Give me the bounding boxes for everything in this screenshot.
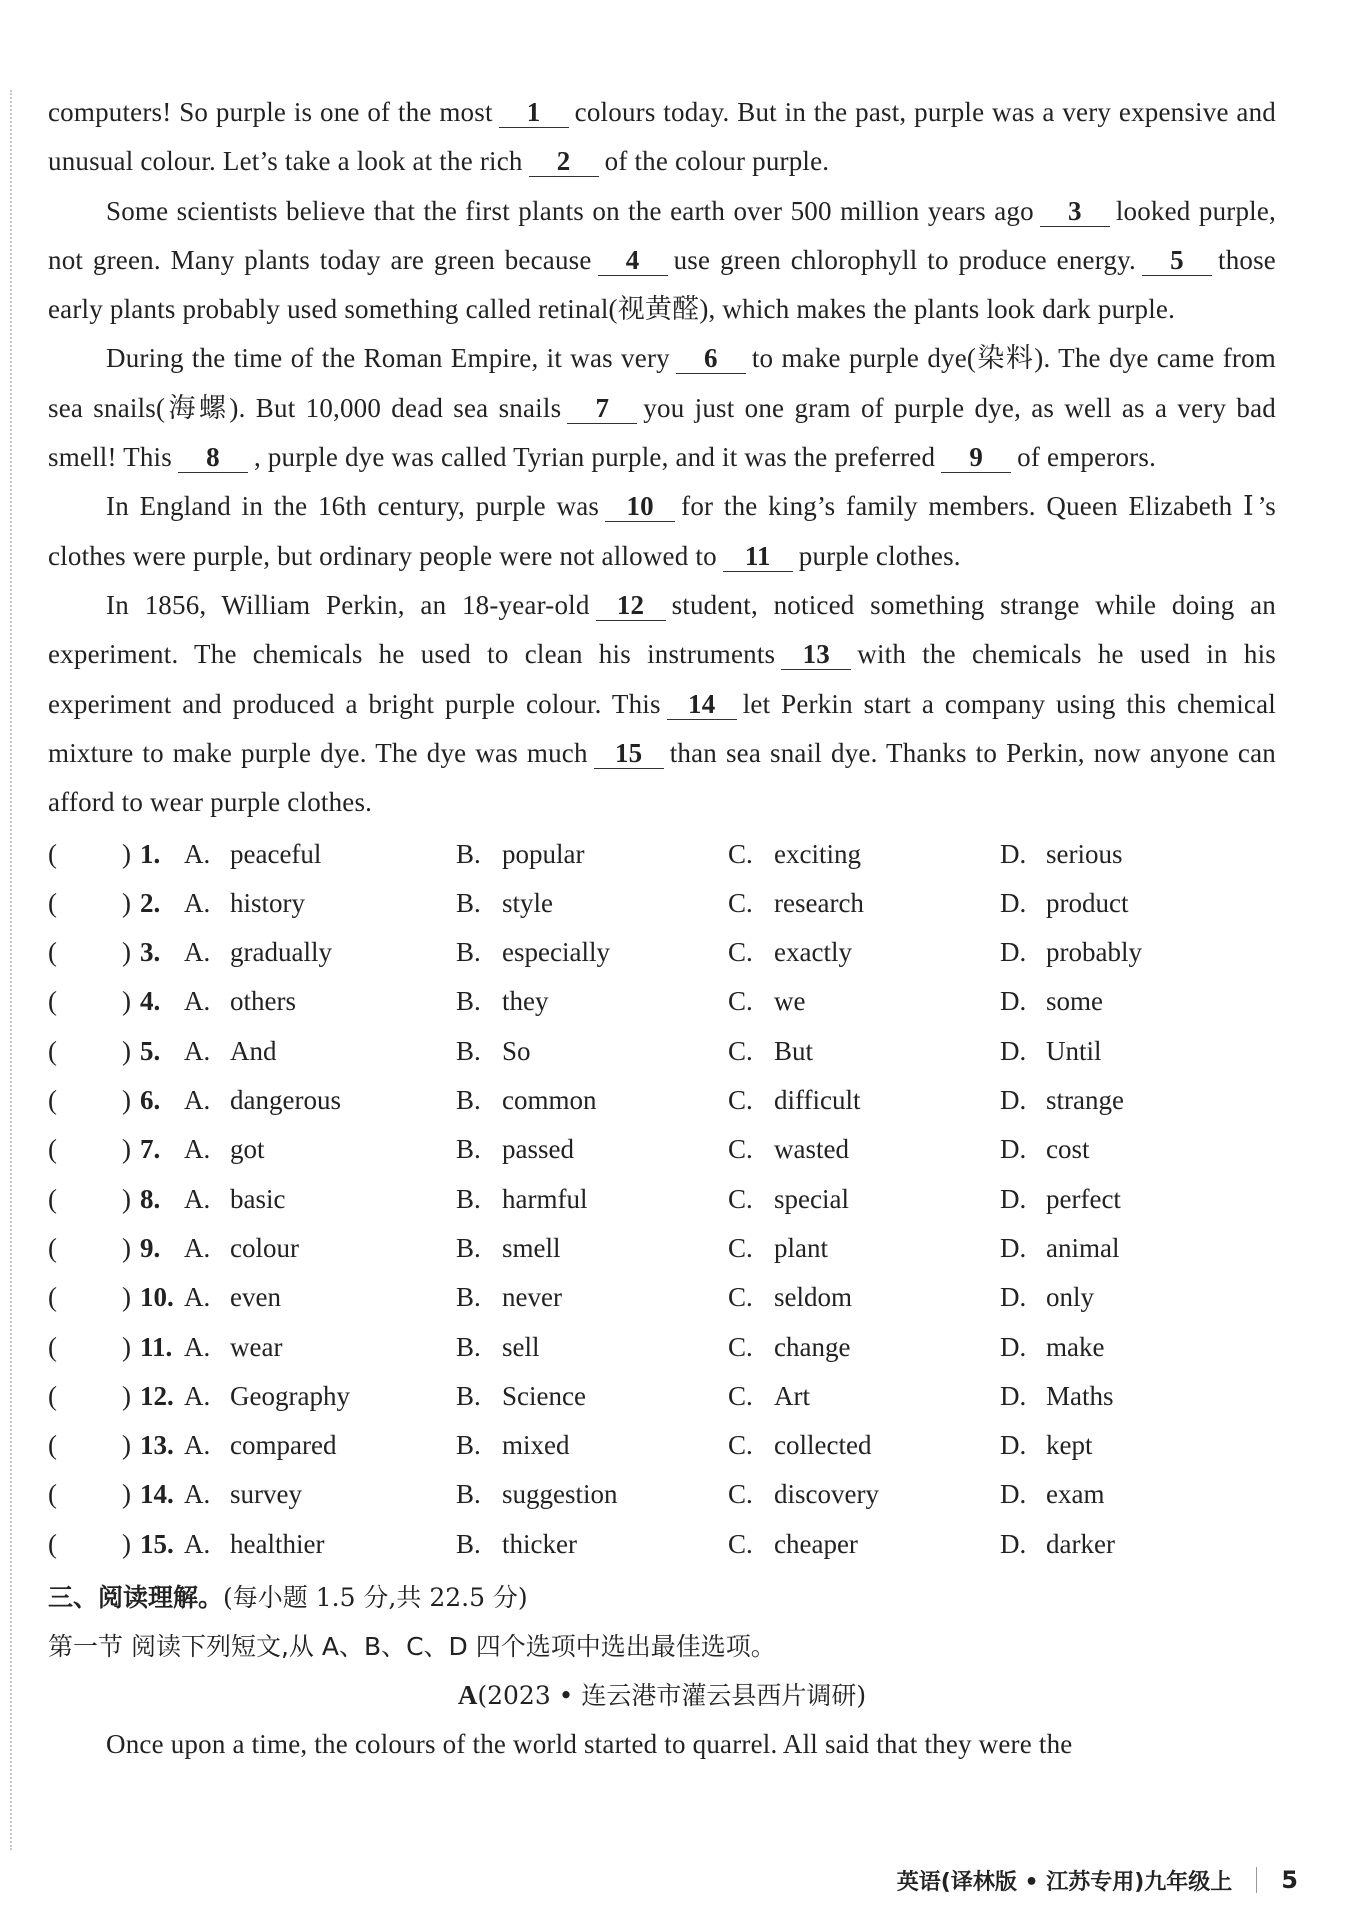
option-text-c: seldom [774, 1282, 852, 1313]
option-b[interactable] [456, 1282, 728, 1313]
passage-paragraph-1 [48, 88, 1276, 187]
blank-11: 11 [723, 541, 793, 572]
option-d[interactable] [1000, 1479, 1260, 1510]
option-c[interactable] [728, 1479, 1000, 1510]
option-c[interactable] [728, 1529, 1000, 1560]
option-text-c: difficult [774, 1085, 861, 1116]
answer-paren-open: ( [48, 1479, 57, 1510]
answer-paren-close: ) [122, 1282, 131, 1313]
option-letter-a: A. [184, 887, 211, 918]
option-letter-d: D. [1000, 1134, 1027, 1165]
footer-divider [1256, 1867, 1257, 1893]
question-row [48, 1125, 1276, 1174]
option-d[interactable] [1000, 986, 1260, 1017]
question-number: 6. [140, 1085, 161, 1116]
option-c[interactable] [728, 888, 1000, 919]
question-number: 10. [140, 1282, 174, 1313]
passage-first-line: Once upon a time, the colours of the world started to quarrel. All said that they were the [106, 1728, 1073, 1759]
option-letter-b: B. [456, 1380, 481, 1411]
option-text-b: passed [502, 1134, 574, 1165]
option-text-a: And [230, 1035, 277, 1066]
option-letter-c: C. [728, 838, 753, 869]
passage-paragraph-4 [48, 482, 1276, 581]
question-number: 1. [140, 838, 161, 869]
option-text-a: got [230, 1134, 265, 1165]
option-letter-d: D. [1000, 1528, 1027, 1559]
option-c[interactable] [728, 1332, 1000, 1363]
option-c[interactable] [728, 1430, 1000, 1461]
section-instruction: 第一节 阅读下列短文,从 A、B、C、D 四个选项中选出最佳选项。 [48, 1631, 776, 1661]
question-options-list [48, 829, 1276, 1568]
option-text-c: collected [774, 1430, 872, 1461]
answer-paren-close: ) [122, 1035, 131, 1066]
answer-paren-open: ( [48, 1380, 57, 1411]
option-a[interactable] [184, 888, 456, 919]
question-row [48, 977, 1276, 1026]
answer-paren-close: ) [122, 1380, 131, 1411]
answer-paren-close: ) [122, 1331, 131, 1362]
answer-paren-close: ) [122, 1232, 131, 1263]
question-row [48, 928, 1276, 977]
option-a[interactable] [184, 839, 456, 870]
option-a[interactable] [184, 1332, 456, 1363]
answer-paren-open: ( [48, 838, 57, 869]
question-row [48, 1027, 1276, 1076]
option-text-d: animal [1046, 1232, 1120, 1263]
answer-paren-close: ) [122, 986, 131, 1017]
option-text-b: Science [502, 1380, 586, 1411]
option-letter-c: C. [728, 1085, 753, 1116]
option-letter-a: A. [184, 838, 211, 869]
option-b[interactable] [456, 1233, 728, 1264]
option-d[interactable] [1000, 1184, 1260, 1215]
option-c[interactable] [728, 1282, 1000, 1313]
option-text-c: discovery [774, 1479, 879, 1510]
option-text-c: exactly [774, 937, 852, 968]
passage-source: (2023 • 连云港市灌云县西片调研) [477, 1680, 867, 1710]
option-letter-a: A. [184, 937, 211, 968]
option-d[interactable] [1000, 1332, 1260, 1363]
blank-6: 6 [676, 343, 746, 374]
option-letter-d: D. [1000, 1085, 1027, 1116]
option-letter-c: C. [728, 1479, 753, 1510]
option-letter-b: B. [456, 986, 481, 1017]
option-text-d: Until [1046, 1035, 1102, 1066]
book-title: 英语(译林版 • 江苏专用)九年级上 [896, 1869, 1233, 1895]
option-text-b: common [502, 1085, 597, 1116]
option-text-b: thicker [502, 1528, 577, 1559]
option-text-a: basic [230, 1183, 286, 1214]
question-row [48, 1273, 1276, 1322]
option-b[interactable] [456, 839, 728, 870]
option-letter-b: B. [456, 1183, 481, 1214]
option-letter-a: A. [184, 1134, 211, 1165]
page-footer [897, 1860, 1298, 1900]
answer-paren-close: ) [122, 1183, 131, 1214]
option-b[interactable] [456, 1184, 728, 1215]
option-c[interactable] [728, 1036, 1000, 1067]
text: In 1856, William Perkin, an 18-year-old [106, 589, 590, 620]
text: In England in the 16th century, purple was [106, 491, 600, 522]
option-letter-d: D. [1000, 1232, 1027, 1263]
text: computers! So purple is one of the most [48, 97, 493, 127]
option-a[interactable] [184, 1184, 456, 1215]
answer-paren-open: ( [48, 1035, 57, 1066]
text: than sea snail dye. Thanks to Perkin, now anyone can afford to wear purple clothes. [48, 737, 1276, 818]
option-text-d: kept [1046, 1430, 1093, 1461]
option-text-d: some [1046, 986, 1103, 1017]
answer-paren-open: ( [48, 1134, 57, 1165]
option-letter-c: C. [728, 1183, 753, 1214]
question-row [48, 1076, 1276, 1125]
option-c[interactable] [728, 1134, 1000, 1165]
answer-paren-close: ) [122, 1134, 131, 1165]
option-letter-a: A. [184, 1528, 211, 1559]
option-text-d: cost [1046, 1134, 1090, 1165]
answer-paren-close: ) [122, 1528, 131, 1559]
option-d[interactable] [1000, 1134, 1260, 1165]
option-text-b: never [502, 1282, 562, 1313]
option-text-d: product [1046, 887, 1129, 918]
question-number: 15. [140, 1528, 174, 1559]
question-number: 14. [140, 1479, 174, 1510]
section-title [48, 1573, 1276, 1622]
text: Some scientists believe that the first plants on the earth over 500 million years ago [106, 195, 1034, 226]
option-b[interactable] [456, 1529, 728, 1560]
answer-paren-open: ( [48, 887, 57, 918]
option-letter-a: A. [184, 1035, 211, 1066]
option-b[interactable] [456, 1036, 728, 1067]
option-text-b: So [502, 1035, 531, 1066]
section-score: (每小题 1.5 分,共 22.5 分) [223, 1582, 528, 1612]
question-number: 13. [140, 1430, 174, 1461]
text: looked purple, not green. Many plants today are green because [48, 195, 1277, 275]
option-text-b: suggestion [502, 1479, 618, 1510]
option-letter-c: C. [728, 1528, 753, 1559]
option-text-c: wasted [774, 1134, 849, 1165]
option-text-d: make [1046, 1331, 1105, 1362]
text: use green chlorophyll to produce energy. [673, 244, 1136, 275]
answer-paren-open: ( [48, 937, 57, 968]
option-text-b: sell [502, 1331, 540, 1362]
option-text-c: change [774, 1331, 851, 1362]
option-letter-c: C. [728, 1035, 753, 1066]
question-row [48, 879, 1276, 928]
option-d[interactable] [1000, 1430, 1260, 1461]
option-letter-d: D. [1000, 1331, 1027, 1362]
text: to make purple dye(染料). The dye came from sea snails(海螺). But 10,000 dead sea snails [48, 343, 1276, 423]
question-row [48, 1224, 1276, 1273]
answer-paren-close: ) [122, 1479, 131, 1510]
text: for the king’s family members. Queen Elizabeth Ⅰ’s clothes were purple, but ordinary people were not allowed to [48, 491, 1276, 571]
option-d[interactable] [1000, 1529, 1260, 1560]
option-c[interactable] [728, 1233, 1000, 1264]
question-number: 7. [140, 1134, 161, 1165]
question-number: 9. [140, 1232, 161, 1263]
option-letter-a: A. [184, 1232, 211, 1263]
option-text-c: special [774, 1183, 849, 1214]
option-letter-a: A. [184, 1479, 211, 1510]
option-letter-c: C. [728, 1282, 753, 1313]
question-row [48, 829, 1276, 878]
option-text-b: mixed [502, 1430, 570, 1461]
option-text-d: probably [1046, 937, 1142, 968]
option-letter-b: B. [456, 838, 481, 869]
option-b[interactable] [456, 937, 728, 968]
question-row [48, 1175, 1276, 1224]
text: student, noticed something strange while doing an experiment. The chemicals he used to clean his instruments [48, 589, 1276, 670]
answer-paren-close: ) [122, 937, 131, 968]
question-number: 4. [140, 986, 161, 1017]
option-text-b: they [502, 986, 549, 1017]
option-letter-b: B. [456, 1134, 481, 1165]
option-text-c: plant [774, 1232, 828, 1263]
text: of the colour purple. [604, 146, 830, 177]
option-a[interactable] [184, 1381, 456, 1412]
option-d[interactable] [1000, 1233, 1260, 1264]
question-number: 5. [140, 1035, 161, 1066]
question-row [48, 1322, 1276, 1371]
answer-paren-close: ) [122, 1085, 131, 1116]
text: of emperors. [1017, 442, 1157, 473]
text: During the time of the Roman Empire, it was very [106, 343, 670, 374]
option-a[interactable] [184, 1529, 456, 1560]
option-text-a: compared [230, 1430, 337, 1461]
option-letter-d: D. [1000, 838, 1027, 869]
option-text-a: gradually [230, 937, 332, 968]
option-a[interactable] [184, 1085, 456, 1116]
option-letter-c: C. [728, 986, 753, 1017]
blank-8: 8 [178, 442, 248, 473]
passage-paragraph-5 [48, 581, 1276, 827]
passage-paragraph-3 [48, 334, 1276, 482]
blank-3: 3 [1040, 196, 1110, 227]
answer-paren-open: ( [48, 1331, 57, 1362]
passage-title [48, 1671, 1276, 1720]
option-text-a: peaceful [230, 838, 322, 869]
page-margin-line [10, 90, 12, 1850]
option-letter-d: D. [1000, 1430, 1027, 1461]
page-number: 5 [1281, 1866, 1298, 1894]
option-d[interactable] [1000, 839, 1260, 870]
option-letter-a: A. [184, 1085, 211, 1116]
answer-paren-open: ( [48, 1232, 57, 1263]
option-text-b: especially [502, 937, 610, 968]
option-b[interactable] [456, 1134, 728, 1165]
option-text-a: history [230, 887, 306, 918]
blank-10: 10 [605, 491, 675, 522]
option-b[interactable] [456, 1430, 728, 1461]
blank-5: 5 [1142, 245, 1212, 276]
option-letter-c: C. [728, 1380, 753, 1411]
option-letter-a: A. [184, 1282, 211, 1313]
option-letter-d: D. [1000, 1380, 1027, 1411]
option-d[interactable] [1000, 937, 1260, 968]
option-text-d: perfect [1046, 1183, 1121, 1214]
option-a[interactable] [184, 1233, 456, 1264]
option-letter-c: C. [728, 887, 753, 918]
option-text-d: Maths [1046, 1380, 1114, 1411]
page-content [48, 88, 1276, 1769]
option-b[interactable] [456, 1479, 728, 1510]
option-letter-c: C. [728, 1232, 753, 1263]
option-d[interactable] [1000, 888, 1260, 919]
option-letter-a: A. [184, 1331, 211, 1362]
text: purple clothes. [798, 540, 961, 571]
option-letter-b: B. [456, 937, 481, 968]
option-b[interactable] [456, 888, 728, 919]
option-text-a: dangerous [230, 1085, 341, 1116]
option-text-a: healthier [230, 1528, 325, 1559]
option-letter-d: D. [1000, 887, 1027, 918]
option-text-b: popular [502, 838, 585, 869]
option-text-a: wear [230, 1331, 283, 1362]
option-letter-b: B. [456, 1035, 481, 1066]
option-c[interactable] [728, 1381, 1000, 1412]
blank-12: 12 [596, 590, 666, 621]
option-text-b: harmful [502, 1183, 588, 1214]
question-number: 12. [140, 1380, 174, 1411]
option-a[interactable] [184, 1036, 456, 1067]
option-a[interactable] [184, 1282, 456, 1313]
option-letter-b: B. [456, 1430, 481, 1461]
option-letter-b: B. [456, 1282, 481, 1313]
answer-paren-open: ( [48, 1528, 57, 1559]
text: , purple dye was called Tyrian purple, and it was the preferred [253, 442, 936, 473]
text: those early plants probably used something called retinal(视黄醛), which makes the plants look dark purple. [48, 244, 1276, 325]
option-a[interactable] [184, 1134, 456, 1165]
question-number: 2. [140, 887, 161, 918]
option-letter-b: B. [456, 887, 481, 918]
option-letter-d: D. [1000, 986, 1027, 1017]
option-letter-a: A. [184, 1183, 211, 1214]
option-text-c: exciting [774, 838, 861, 869]
option-text-d: exam [1046, 1479, 1105, 1510]
option-b[interactable] [456, 1381, 728, 1412]
option-letter-c: C. [728, 1134, 753, 1165]
option-letter-d: D. [1000, 1035, 1027, 1066]
question-row [48, 1520, 1276, 1569]
option-letter-a: A. [184, 1380, 211, 1411]
answer-paren-close: ) [122, 887, 131, 918]
passage-letter: A [457, 1679, 478, 1710]
option-letter-d: D. [1000, 1282, 1027, 1313]
question-row [48, 1470, 1276, 1519]
question-number: 3. [140, 937, 161, 968]
text: let Perkin start a company using this chemical mixture to make purple dye. The dye was much [48, 688, 1277, 768]
answer-paren-close: ) [122, 838, 131, 869]
option-letter-a: A. [184, 1430, 211, 1461]
option-letter-c: C. [728, 1331, 753, 1362]
blank-4: 4 [598, 245, 668, 276]
option-text-d: darker [1046, 1528, 1115, 1559]
option-text-c: Art [774, 1380, 810, 1411]
answer-paren-open: ( [48, 1085, 57, 1116]
blank-14: 14 [667, 689, 737, 720]
option-text-c: cheaper [774, 1528, 858, 1559]
blank-15: 15 [594, 738, 664, 769]
option-b[interactable] [456, 1332, 728, 1363]
answer-paren-close: ) [122, 1430, 131, 1461]
option-text-d: serious [1046, 838, 1123, 869]
passage-paragraph-2 [48, 187, 1276, 335]
text: with the chemicals he used in his experiment and produced a bright purple colour. This [48, 639, 1276, 719]
option-a[interactable] [184, 937, 456, 968]
answer-paren-open: ( [48, 1282, 57, 1313]
option-letter-b: B. [456, 1528, 481, 1559]
blank-1: 1 [499, 97, 569, 128]
blank-2: 2 [529, 146, 599, 177]
option-text-b: style [502, 887, 553, 918]
option-letter-d: D. [1000, 1183, 1027, 1214]
option-letter-b: B. [456, 1331, 481, 1362]
option-letter-b: B. [456, 1479, 481, 1510]
option-a[interactable] [184, 986, 456, 1017]
option-b[interactable] [456, 986, 728, 1017]
text: colours today. But in the past, purple was a very expensive and unusual colour. Let’s take a look at the rich [48, 97, 1276, 177]
option-c[interactable] [728, 1184, 1000, 1215]
question-row [48, 1421, 1276, 1470]
option-a[interactable] [184, 1430, 456, 1461]
option-c[interactable] [728, 1085, 1000, 1116]
answer-paren-open: ( [48, 1430, 57, 1461]
option-c[interactable] [728, 839, 1000, 870]
option-d[interactable] [1000, 1085, 1260, 1116]
option-d[interactable] [1000, 1381, 1260, 1412]
option-d[interactable] [1000, 1036, 1260, 1067]
option-letter-a: A. [184, 986, 211, 1017]
option-text-a: even [230, 1282, 281, 1313]
option-letter-d: D. [1000, 1479, 1027, 1510]
option-text-a: Geography [230, 1380, 350, 1411]
text: you just one gram of purple dye, as well as a very bad smell! This [48, 392, 1276, 473]
blank-9: 9 [941, 442, 1011, 473]
question-number: 8. [140, 1183, 161, 1214]
section-title-text: 三、阅读理解。 [48, 1582, 224, 1612]
question-number: 11. [140, 1331, 173, 1362]
question-row [48, 1372, 1276, 1421]
option-text-c: research [774, 887, 864, 918]
option-letter-c: C. [728, 937, 753, 968]
option-letter-c: C. [728, 1430, 753, 1461]
option-text-d: strange [1046, 1085, 1124, 1116]
answer-paren-open: ( [48, 986, 57, 1017]
option-a[interactable] [184, 1479, 456, 1510]
option-text-c: But [774, 1035, 814, 1066]
option-text-d: only [1046, 1282, 1095, 1313]
option-c[interactable] [728, 986, 1000, 1017]
option-letter-b: B. [456, 1085, 481, 1116]
option-text-a: others [230, 986, 296, 1017]
option-b[interactable] [456, 1085, 728, 1116]
answer-paren-open: ( [48, 1183, 57, 1214]
option-text-c: we [774, 986, 806, 1017]
option-letter-b: B. [456, 1232, 481, 1263]
option-c[interactable] [728, 937, 1000, 968]
blank-13: 13 [781, 639, 851, 670]
option-text-b: smell [502, 1232, 561, 1263]
option-d[interactable] [1000, 1282, 1260, 1313]
option-letter-d: D. [1000, 937, 1027, 968]
blank-7: 7 [567, 393, 637, 424]
option-text-a: colour [230, 1232, 299, 1263]
option-text-a: survey [230, 1479, 302, 1510]
